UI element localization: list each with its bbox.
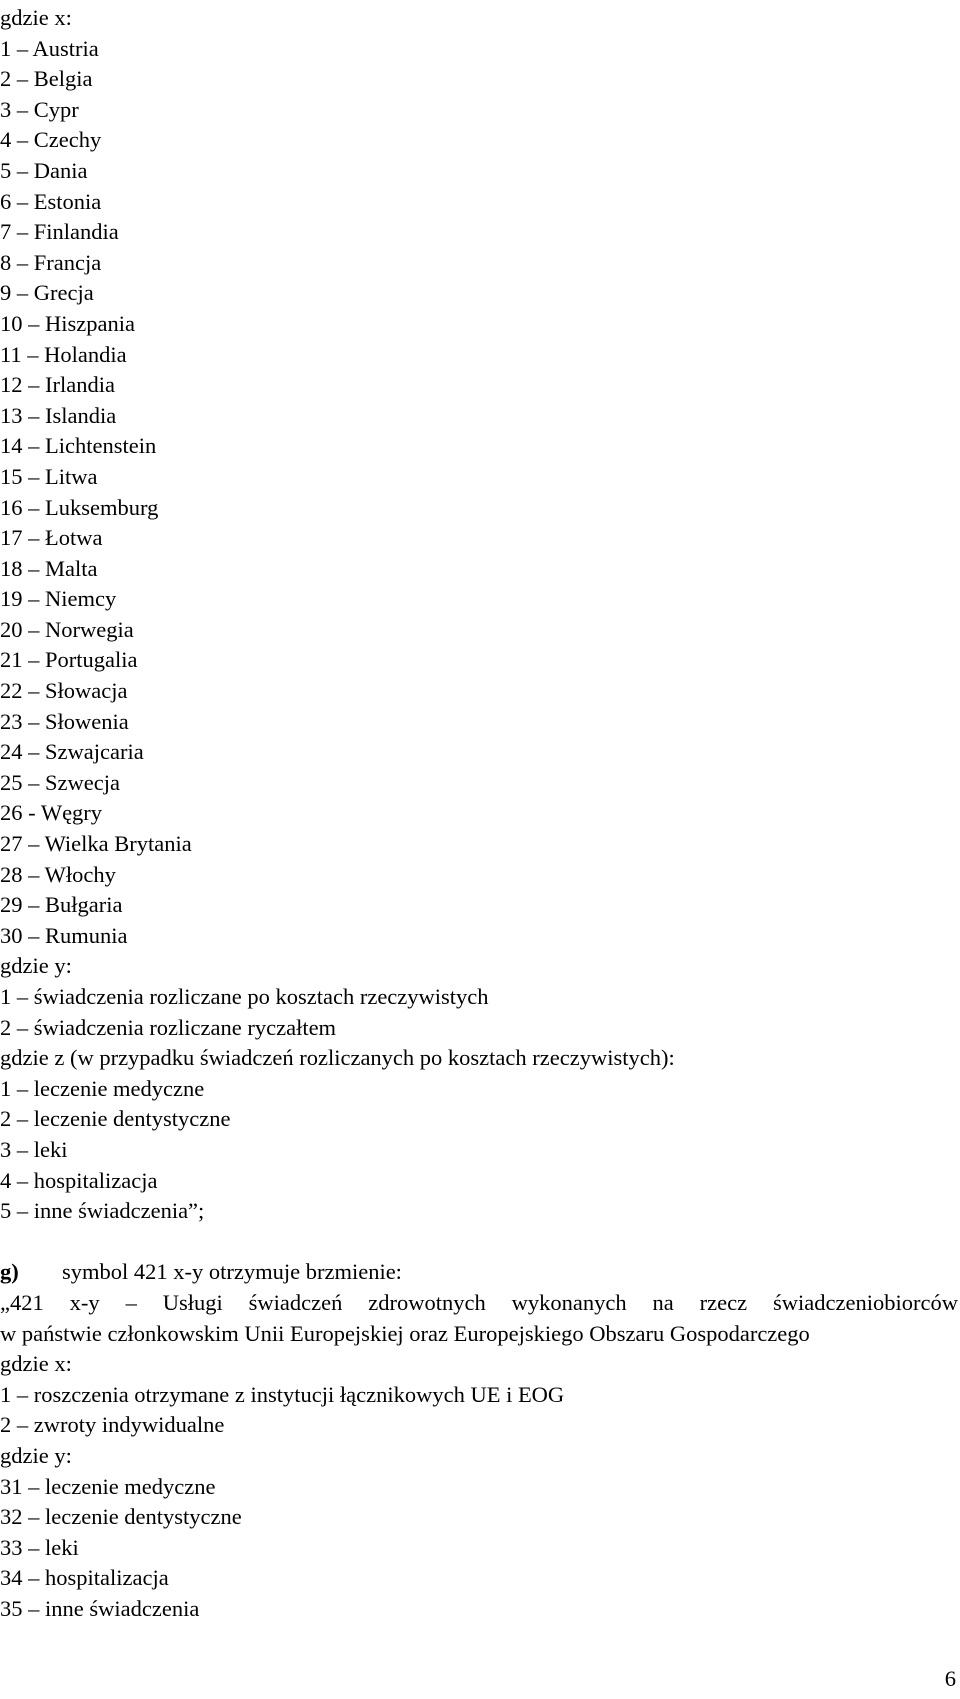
list-item: 33 – leki	[0, 1534, 79, 1560]
list-item: 4 – hospitalizacja	[0, 1167, 158, 1193]
list-item: 10 – Hiszpania	[0, 310, 135, 336]
country-list	[0, 34, 958, 952]
list-item: 7 – Finlandia	[0, 219, 119, 245]
list-item: 25 – Szwecja	[0, 769, 120, 795]
list-item: 8 – Francja	[0, 249, 102, 275]
z-intro: gdzie z (w przypadku świadczeń rozliczanych po kosztach rzeczywistych):	[0, 1045, 675, 1071]
list-item: 5 – inne świadczenia”;	[0, 1198, 205, 1224]
symbol-word: na	[652, 1289, 674, 1315]
list-item: 16 – Luksemburg	[0, 494, 159, 520]
list-item: 18 – Malta	[0, 555, 98, 581]
list-item: 17 – Łotwa	[0, 525, 103, 551]
list-item: 20 – Norwegia	[0, 616, 134, 642]
list-item: 1 – roszczenia otrzymane z instytucji łącznikowych UE i EOG	[0, 1381, 565, 1407]
list-item: 22 – Słowacja	[0, 678, 128, 704]
list-item: 23 – Słowenia	[0, 708, 129, 734]
y-intro: gdzie y:	[0, 953, 72, 979]
x2-list	[0, 1380, 958, 1441]
list-item: 35 – inne świadczenia	[0, 1595, 200, 1621]
symbol-word: zdrowotnych	[368, 1289, 486, 1315]
x2-intro: gdzie x:	[0, 1351, 72, 1377]
list-item: 2 – zwroty indywidualne	[0, 1412, 225, 1438]
y2-list	[0, 1472, 958, 1625]
list-item: 14 – Lichtenstein	[0, 433, 157, 459]
list-item: 30 – Rumunia	[0, 922, 128, 948]
list-item: 3 – Cypr	[0, 96, 79, 122]
symbol-word: świadczeniobiorców	[773, 1289, 958, 1315]
z-list	[0, 1074, 958, 1227]
x-intro: gdzie x:	[0, 5, 72, 30]
item-g-marker: g)	[0, 1259, 19, 1285]
symbol-word: wykonanych	[511, 1289, 627, 1315]
symbol-line-1	[0, 1288, 958, 1319]
list-item: 2 – świadczenia rozliczane ryczałtem	[0, 1014, 337, 1040]
list-item: 15 – Litwa	[0, 463, 98, 489]
list-item: 13 – Islandia	[0, 402, 117, 428]
list-item: 2 – Belgia	[0, 66, 93, 92]
list-item: 27 – Wielka Brytania	[0, 831, 192, 857]
list-item: 21 – Portugalia	[0, 647, 138, 673]
y2-intro: gdzie y:	[0, 1442, 72, 1468]
blank-line	[0, 1227, 958, 1258]
list-item: 31 – leczenie medyczne	[0, 1473, 216, 1499]
list-item: 2 – leczenie dentystyczne	[0, 1106, 231, 1132]
list-item: 1 – leczenie medyczne	[0, 1075, 205, 1101]
list-item: 1 – Austria	[0, 35, 99, 61]
list-item: 26 - Węgry	[0, 800, 103, 826]
symbol-line-2: w państwie członkowskim Unii Europejskiej oraz Europejskiego Obszaru Gospodarczego	[0, 1320, 810, 1346]
list-item: 28 – Włochy	[0, 861, 116, 887]
symbol-word: Usługi	[162, 1289, 223, 1315]
list-item: 29 – Bułgaria	[0, 892, 123, 918]
symbol-word: rzecz	[699, 1289, 748, 1315]
list-item: 1 – świadczenia rozliczane po kosztach rzeczywistych	[0, 984, 489, 1009]
list-item: 19 – Niemcy	[0, 586, 117, 612]
list-item: 11 – Holandia	[0, 341, 127, 367]
list-item: 24 – Szwajcaria	[0, 739, 144, 765]
symbol-word: „421	[0, 1289, 44, 1315]
symbol-word: –	[125, 1289, 137, 1315]
list-item: 3 – leki	[0, 1136, 68, 1162]
list-item: 12 – Irlandia	[0, 372, 115, 398]
item-g-text: symbol 421 x-y otrzymuje brzmienie:	[62, 1259, 402, 1285]
list-item: 4 – Czechy	[0, 127, 102, 153]
list-item: 32 – leczenie dentystyczne	[0, 1504, 242, 1530]
document-page	[0, 3, 958, 1624]
symbol-word: świadczeń	[248, 1289, 343, 1315]
list-item: 34 – hospitalizacja	[0, 1565, 169, 1591]
y-list	[0, 982, 958, 1043]
list-item: 5 – Dania	[0, 157, 88, 183]
list-item: 9 – Grecja	[0, 280, 94, 306]
item-g	[0, 1257, 958, 1288]
symbol-word: x-y	[69, 1289, 100, 1315]
page-number: 6	[944, 1666, 956, 1691]
list-item: 6 – Estonia	[0, 188, 102, 214]
